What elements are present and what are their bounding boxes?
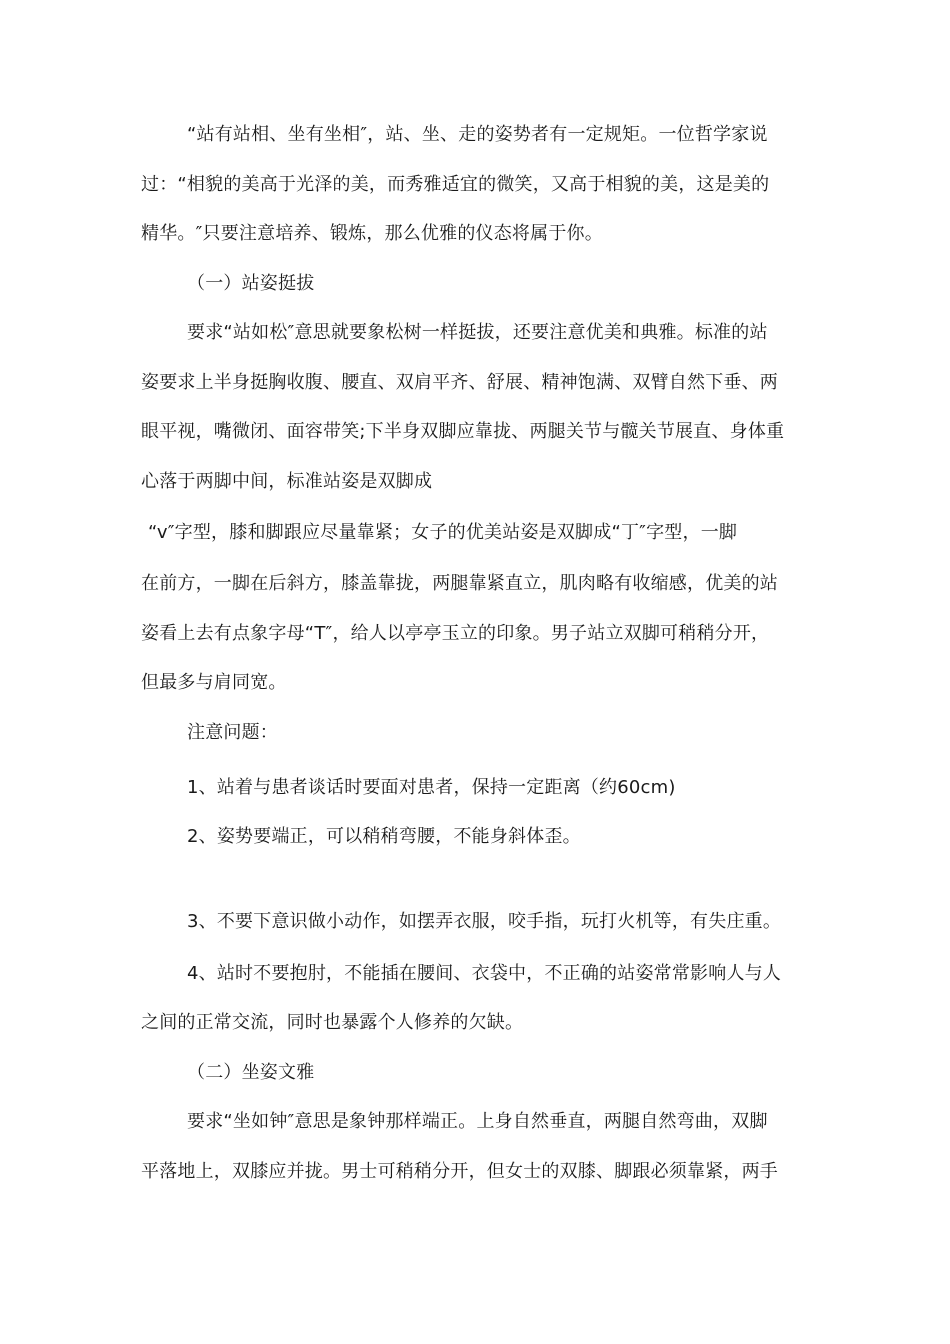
section-heading-standing: （一）站姿挺拔 [187, 273, 315, 294]
paragraph-intro-line-2: 过：“相貌的美高于光泽的美，而秀雅适宜的微笑，又高于相貌的美，这是美的 [141, 174, 770, 195]
paragraph-standing-line-2: 姿要求上半身挺胸收腹、腰直、双肩平齐、舒展、精神饱满、双臂自然下垂、两 [141, 372, 778, 393]
paragraph-standing-line-5: “v″字型，膝和脚跟应尽量靠紧；女子的优美站姿是双脚成“丁″字型，一脚 [148, 522, 738, 543]
paragraph-sitting-line-2: 平落地上，双膝应并拢。男士可稍稍分开，但女士的双膝、脚跟必须靠紧，两手 [141, 1161, 778, 1182]
note-item-4-line-2: 之间的正常交流，同时也暴露个人修养的欠缺。 [141, 1012, 524, 1033]
section-heading-sitting: （二）坐姿文雅 [187, 1062, 315, 1083]
note-item-4-line-1: 4、站时不要抱肘，不能插在腰间、衣袋中，不正确的站姿常常影响人与人 [187, 963, 782, 984]
paragraph-standing-line-6: 在前方，一脚在后斜方，膝盖靠拢，两腿靠紧直立，肌肉略有收缩感，优美的站 [141, 573, 778, 594]
paragraph-intro-line-3: 精华。″只要注意培养、锻炼，那么优雅的仪态将属于你。 [141, 223, 603, 244]
paragraph-standing-line-7: 姿看上去有点象字母“T″，给人以亭亭玉立的印象。男子站立双脚可稍稍分开， [141, 623, 770, 644]
paragraph-standing-line-3: 眼平视，嘴微闭、面容带笑;下半身双脚应靠拢、两腿关节与髋关节展直、身体重 [141, 421, 785, 442]
notes-heading: 注意问题： [187, 722, 278, 743]
note-item-3: 3、不要下意识做小动作，如摆弄衣服，咬手指，玩打火机等，有失庄重。 [187, 911, 782, 932]
note-item-1: 1、站着与患者谈话时要面对患者，保持一定距离（约60cm) [187, 777, 676, 798]
note-item-2: 2、姿势要端正，可以稍稍弯腰，不能身斜体歪。 [187, 826, 581, 847]
paragraph-intro-line-1: “站有站相、坐有坐相″，站、坐、走的姿势者有一定规矩。一位哲学家说 [187, 124, 768, 145]
paragraph-sitting-line-1: 要求“坐如钟″意思是象钟那样端正。上身自然垂直，两腿自然弯曲，双脚 [187, 1111, 768, 1132]
paragraph-standing-line-8: 但最多与肩同宽。 [141, 672, 287, 693]
paragraph-standing-line-4: 心落于两脚中间，标准站姿是双脚成 [141, 471, 433, 492]
paragraph-standing-line-1: 要求“站如松″意思就要象松树一样挺拔，还要注意优美和典雅。标准的站 [187, 322, 768, 343]
